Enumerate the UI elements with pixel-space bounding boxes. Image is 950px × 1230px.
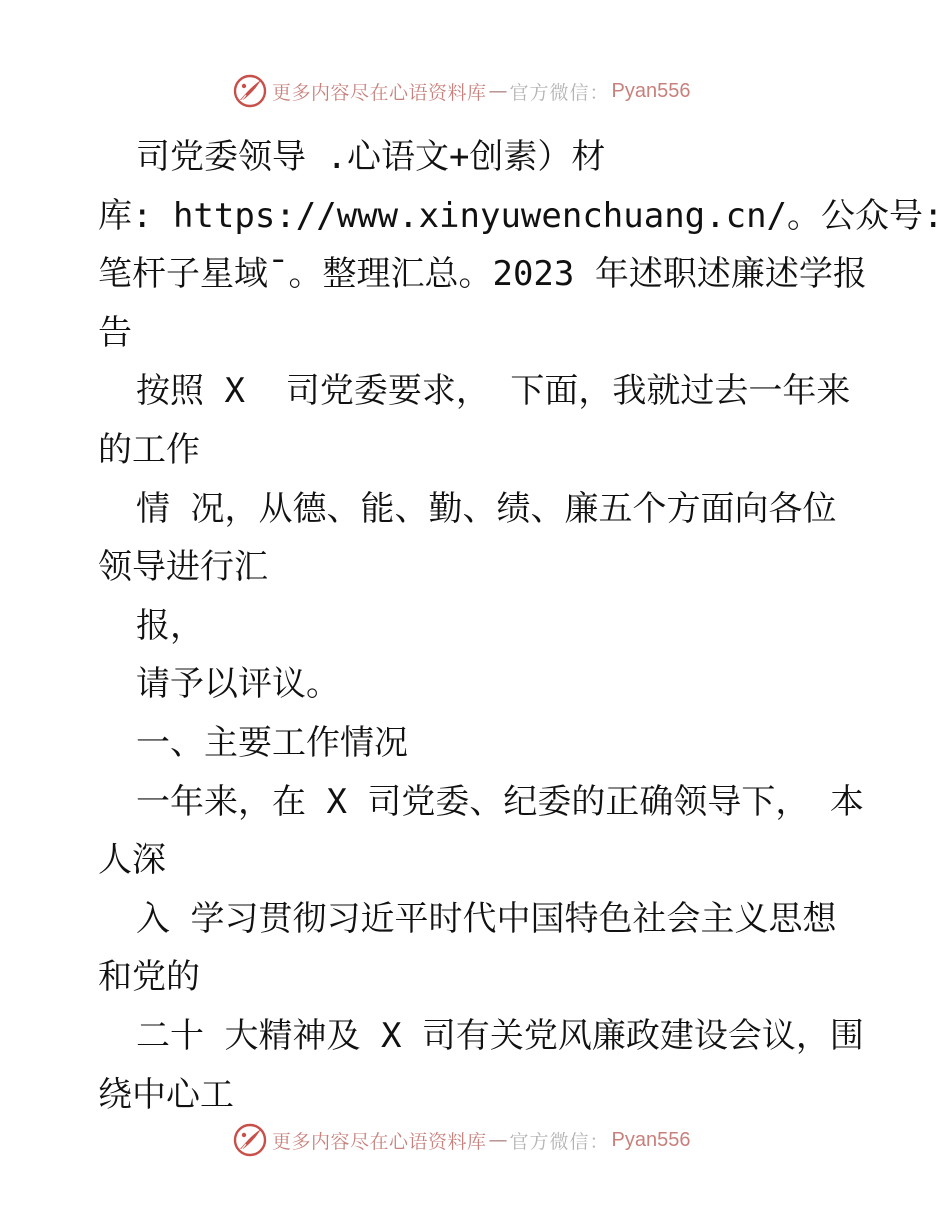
quill-logo-icon	[232, 1122, 268, 1158]
text-line: 的工作	[98, 429, 200, 470]
text-line: 入 学习贯彻习近平时代中国特色社会主义思想	[136, 898, 837, 939]
banner-wechat-label: 官方微信：	[509, 1130, 610, 1153]
text-line: 和党的	[98, 957, 200, 998]
banner-text: 更多内容尽在心语资料库	[272, 81, 487, 104]
banner-wechat-label: 官方微信：	[509, 81, 610, 104]
banner-separator: —	[488, 80, 508, 102]
text-line: 人深	[98, 840, 166, 881]
text-line: 笔杆子星域¯。整理汇总。2023 年述职述廉述学报	[98, 254, 867, 295]
text-line: 库: https://www.xinyuwenchuang.cn/。公众号:	[98, 195, 944, 236]
banner-wechat-id: Pyan556	[611, 1128, 691, 1151]
banner-text: 更多内容尽在心语资料库	[272, 1130, 487, 1153]
text-line: 司党委领导 .心语文+创素）材	[136, 137, 606, 177]
text-line: 绕中心工	[98, 1074, 234, 1115]
text-line: 一、主要工作情况	[136, 722, 408, 763]
text-line: 告	[98, 312, 132, 353]
banner-wechat-id: Pyan556	[611, 79, 691, 102]
text-line: 二十 大精神及 X 司有关党风廉政建设会议，围	[136, 1015, 864, 1056]
text-line: 情 况，从德、能、勤、绩、廉五个方面向各位	[136, 488, 837, 529]
text-line: 请予以评议。	[136, 664, 340, 705]
header-watermark-banner	[232, 73, 691, 109]
text-line: 报，	[136, 605, 204, 646]
text-line: 按照 X 司党委要求， 下面，我就过去一年来	[136, 371, 851, 412]
banner-separator: —	[488, 1129, 508, 1151]
footer-watermark-banner	[232, 1122, 691, 1158]
quill-logo-icon	[232, 73, 268, 109]
text-line: 领导进行汇	[98, 547, 268, 588]
document-body	[98, 128, 944, 1124]
text-line: 一年来，在 X 司党委、纪委的正确领导下， 本	[136, 781, 864, 822]
